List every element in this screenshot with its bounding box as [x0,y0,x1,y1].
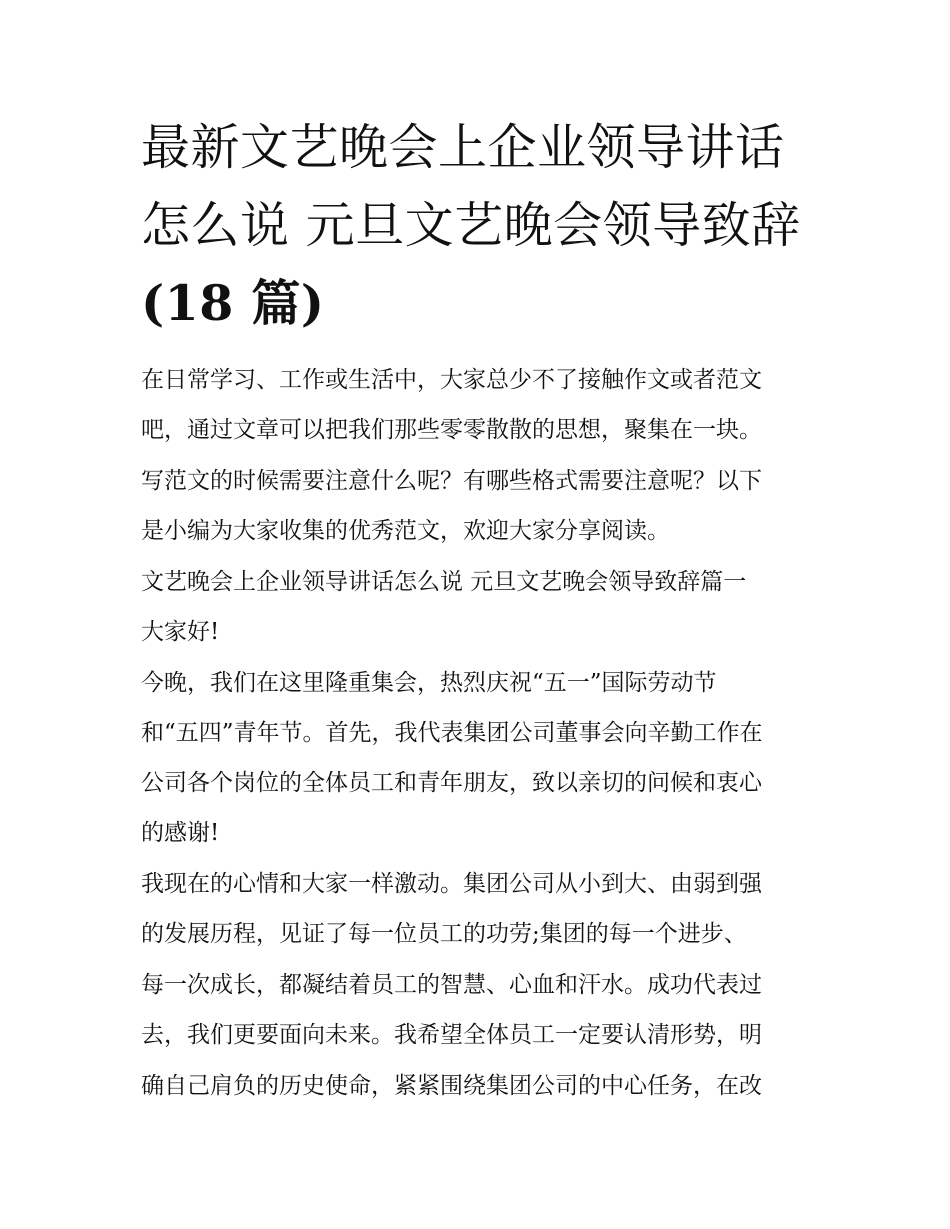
body-line-4: 是小编为大家收集的优秀范文，欢迎大家分享阅读。 [141,518,670,544]
document-title-line-1: 最新文艺晚会上企业领导讲话 [141,119,785,176]
document-title-line-3: (18 篇) [141,274,325,332]
body-line-11: 我现在的心情和大家一样激动。集团公司从小到大、由弱到强 [141,871,762,897]
body-line-3: 写范文的时候需要注意什么呢？有哪些格式需要注意呢？以下 [141,468,762,494]
body-line-7: 今晚，我们在这里隆重集会，热烈庆祝“五一”国际劳动节 [141,670,717,696]
body-line-14: 去，我们更要面向未来。我希望全体员工一定要认清形势，明 [141,1022,762,1048]
body-line-15: 确自己肩负的历史使命，紧紧围绕集团公司的中心任务，在改 [141,1073,762,1099]
body-line-13: 每一次成长，都凝结着员工的智慧、心血和汗水。成功代表过 [141,972,762,998]
body-line-9: 公司各个岗位的全体员工和青年朋友，致以亲切的问候和衷心 [141,770,762,796]
body-line-2: 吧，通过文章可以把我们那些零零散散的思想，聚集在一块。 [141,417,762,443]
body-line-12: 的发展历程，见证了每一位员工的功劳;集团的每一个进步、 [141,921,747,947]
document-title-line-2: 怎么说 元旦文艺晚会领导致辞 [141,197,801,254]
body-line-8: 和“五四”青年节。首先，我代表集团公司董事会向辛勤工作在 [141,720,763,746]
section-heading: 文艺晚会上企业领导讲话怎么说 元旦文艺晚会领导致辞篇一 [141,569,747,595]
body-line-1: 在日常学习、工作或生活中，大家总少不了接触作文或者范文 [141,367,762,393]
body-line-10: 的感谢! [141,820,220,846]
greeting-line: 大家好! [141,619,220,645]
